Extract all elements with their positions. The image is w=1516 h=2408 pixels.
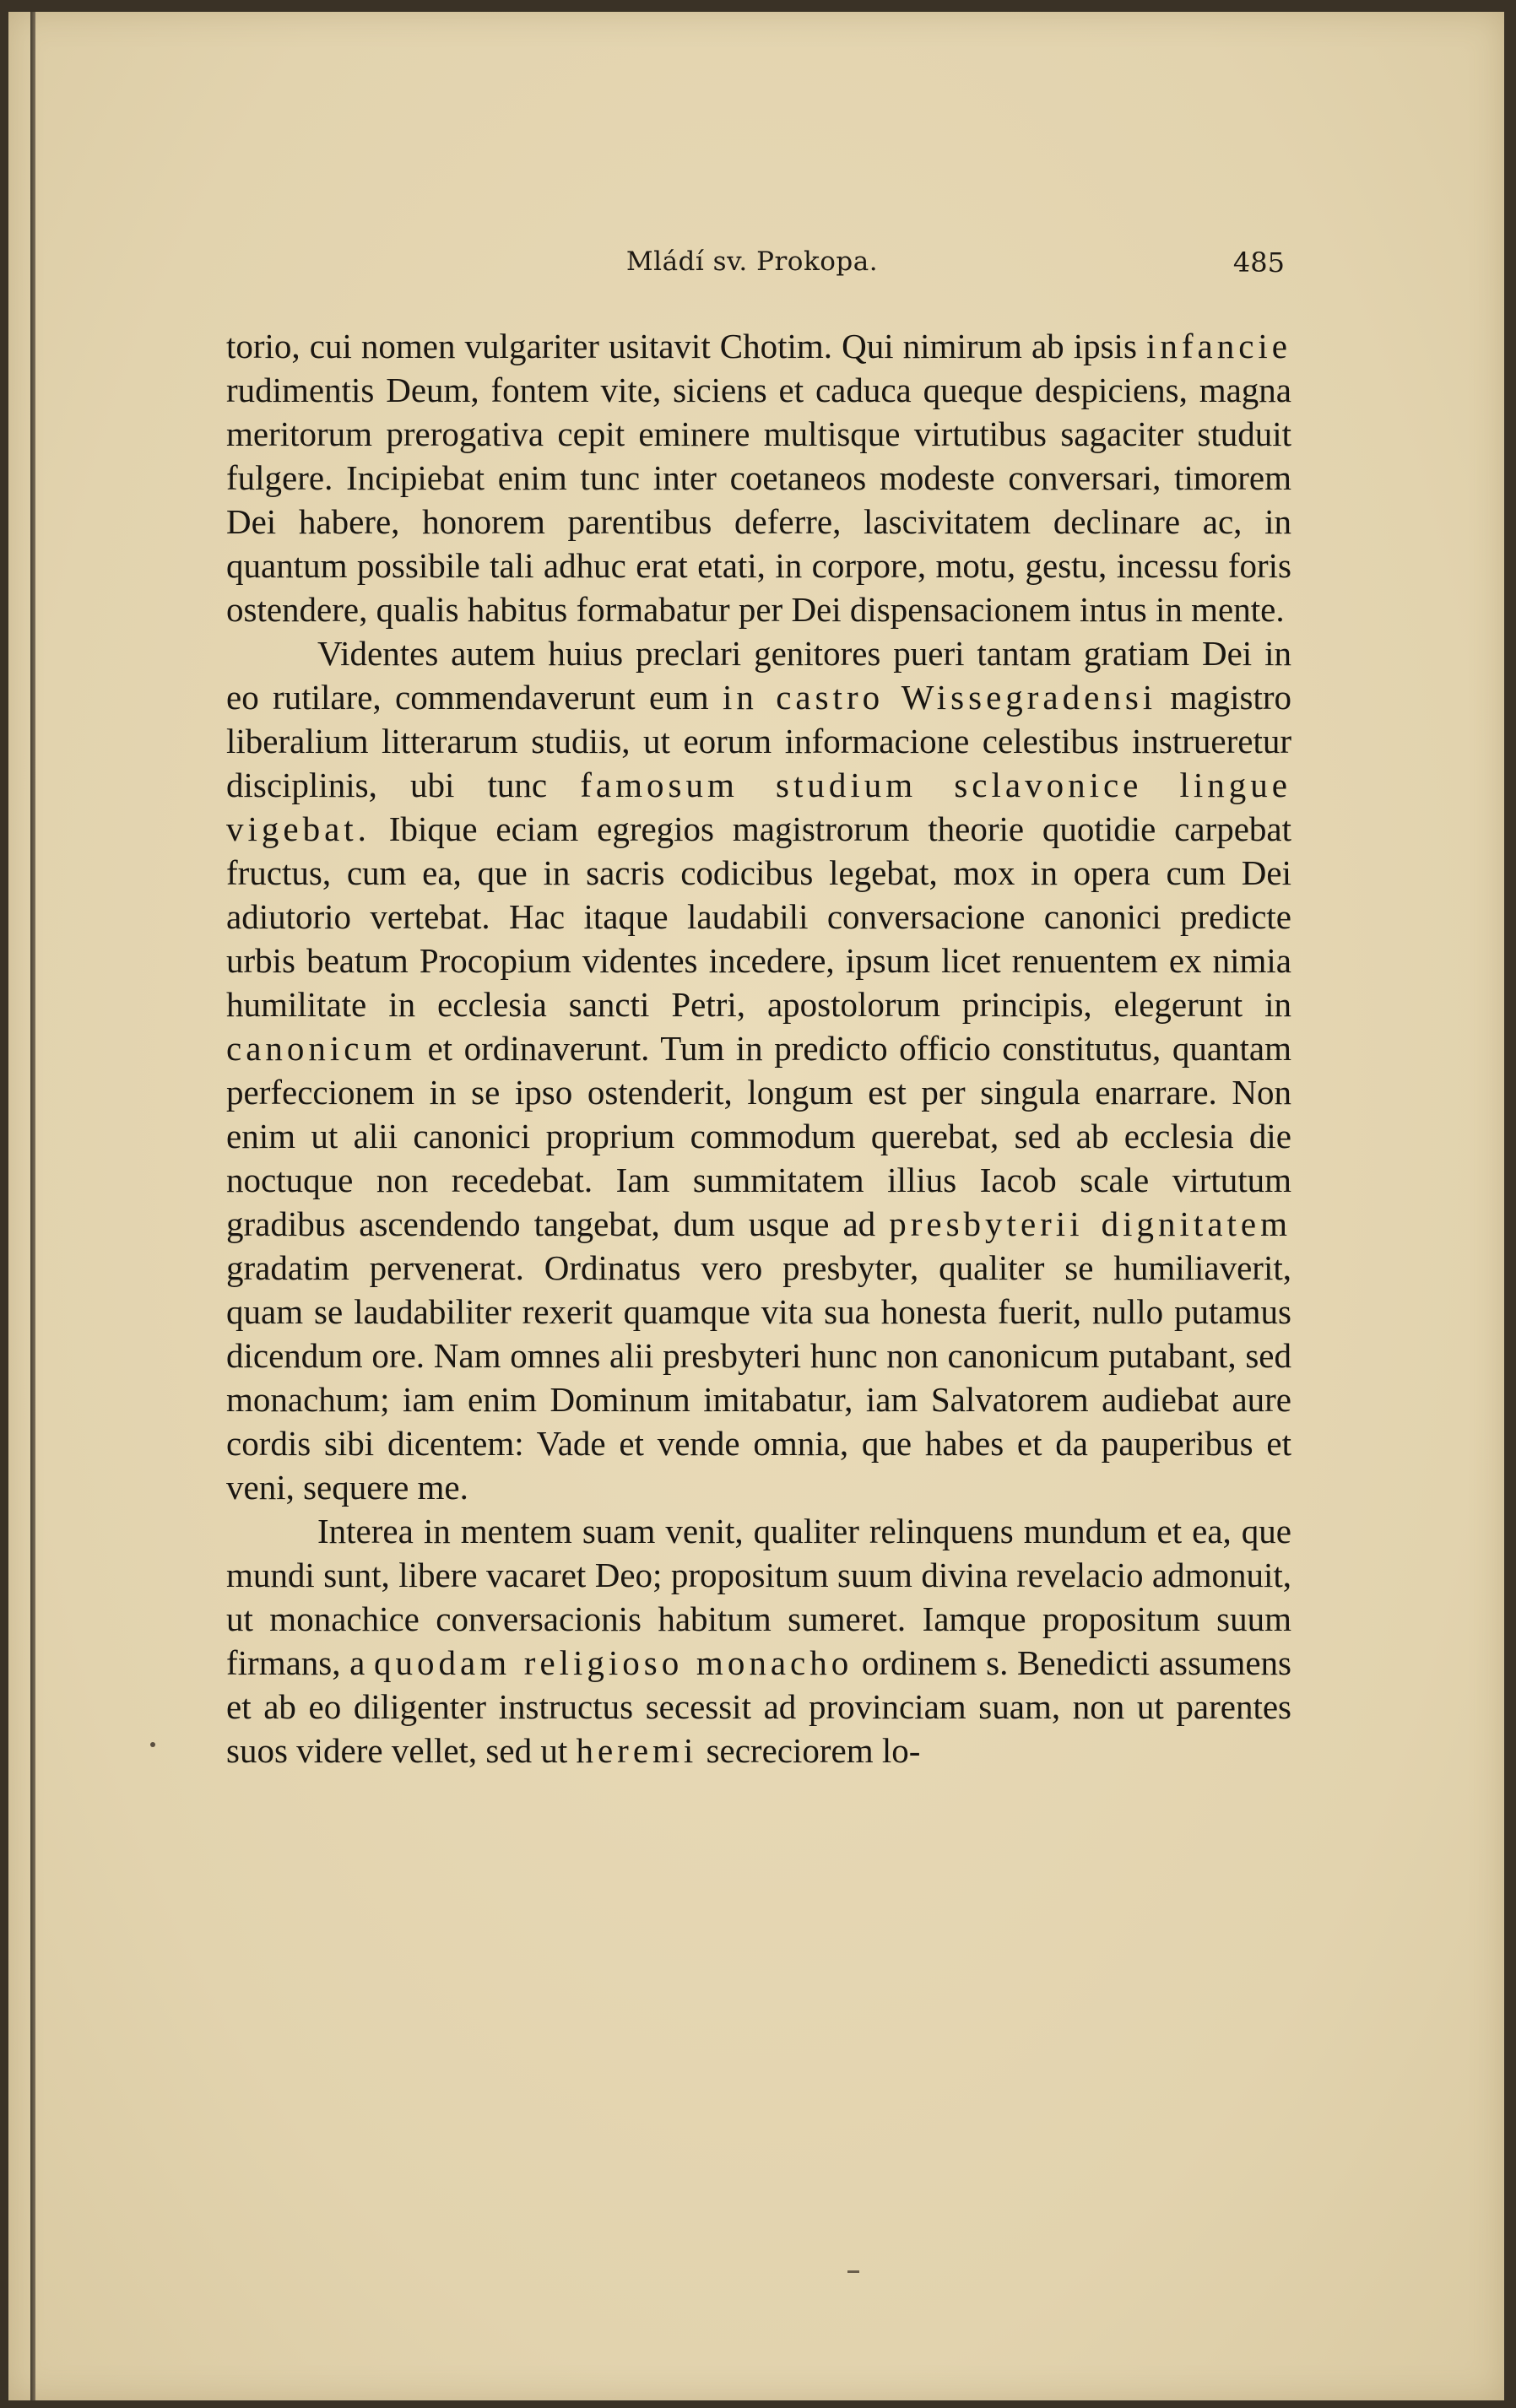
paragraph-2 bbox=[226, 631, 1291, 1509]
spaced-text-segment: famosum studium sclavonice lingue vigebat. bbox=[226, 766, 1291, 848]
text-segment: ordinem s. Benedicti assumens et ab eo diligenter instructus secessit ad provinciam suam, non ut parentes suos videre vellet, sed ut bbox=[226, 1643, 1291, 1770]
page-binding-edge bbox=[30, 12, 35, 2400]
page-number: 485 bbox=[1232, 246, 1285, 279]
spaced-text-segment: quodam religioso monacho bbox=[374, 1643, 853, 1682]
spaced-text-segment: in castro Wissegradensi bbox=[722, 678, 1157, 717]
text-segment: rudimentis Deum, fontem vite, siciens et caduca queque despiciens, magna meritorum prerogativa cepit eminere multisque virtutibus sagaciter studuit fulgere. Incipiebat enim tunc inter coetaneos modeste conversari, timorem Dei habere, honorem parentibus deferre, lascivitatem declinare ac, in quantum possibile tali adhuc erat etati, in corpore, motu, gestu, incessu foris ostendere, qualis habitus formabatur per Dei dispensacionem intus in mente. bbox=[226, 371, 1291, 629]
paragraph-1 bbox=[226, 324, 1291, 631]
text-segment: Interea in mentem suam venit, qualiter relinquens mundum et ea, que mundi sunt, libere vacaret Deo; propositum suum divina revelacio admonuit, ut monachice conversacionis habitum sumeret. Iamque propositum suum firmans, a bbox=[226, 1512, 1291, 1682]
text-segment: torio, cui nomen vulgariter usitavit Chotim. Qui nimirum ab ipsis bbox=[226, 327, 1146, 365]
text-segment: et ordinaverunt. Tum in predicto officio constitutus, quantam perfeccionem in se ipso ostenderit, longum est per singula enarrare. Non enim ut alii canonici proprium commodum querebat, sed ab ecclesia die noctuque non recedebat. Iam summitatem illius Iacob scale virtutum gradibus ascendendo tangebat, dum usque ad bbox=[226, 1029, 1291, 1243]
running-head bbox=[219, 246, 1285, 289]
spaced-text-segment: infancie bbox=[1145, 327, 1291, 365]
paragraph-3 bbox=[226, 1509, 1291, 1772]
body-text bbox=[226, 324, 1291, 1772]
spaced-text-segment: heremi bbox=[576, 1731, 698, 1770]
margin-dot bbox=[150, 1742, 155, 1747]
text-segment: magistro liberalium litterarum studiis, ut eorum informacione celestibus instrueretur disciplinis, ubi tunc bbox=[226, 678, 1292, 804]
spaced-text-segment: canonicum bbox=[226, 1029, 416, 1068]
text-segment: Videntes autem huius preclari genitores pueri tantam gratiam Dei in eo rutilare, commendaverunt eum bbox=[226, 634, 1291, 717]
bottom-mark bbox=[847, 2270, 859, 2273]
text-segment: Ibique eciam egregios magistrorum theorie quotidie carpebat fructus, cum ea, que in sacris codicibus legebat, mox in opera cum Dei adiutorio vertebat. Hac itaque laudabili conversacione canonici predicte urbis beatum Procopium videntes incedere, ipsum licet renuentem ex nimia humilitate in ecclesia sancti Petri, apostolorum principis, elegerunt in bbox=[226, 809, 1291, 1024]
text-segment: gradatim pervenerat. Ordinatus vero presbyter, qualiter se humiliaverit, quam se laudabiliter rexerit quamque vita sua honesta fuerit, nullo putamus dicendum ore. Nam omnes alii presbyteri hunc non canonicum putabant, sed monachum; iam enim Dominum imitabatur, iam Salvatorem audiebat aure cordis sibi dicentem: Vade et vende omnia, que habes et da pauperibus et veni, sequere me. bbox=[226, 1248, 1291, 1507]
text-segment: secreciorem lo- bbox=[697, 1731, 921, 1770]
spaced-text-segment: presbyterii dignitatem bbox=[889, 1204, 1292, 1243]
running-title: Mládí sv. Prokopa. bbox=[625, 246, 879, 277]
book-page bbox=[8, 12, 1504, 2400]
